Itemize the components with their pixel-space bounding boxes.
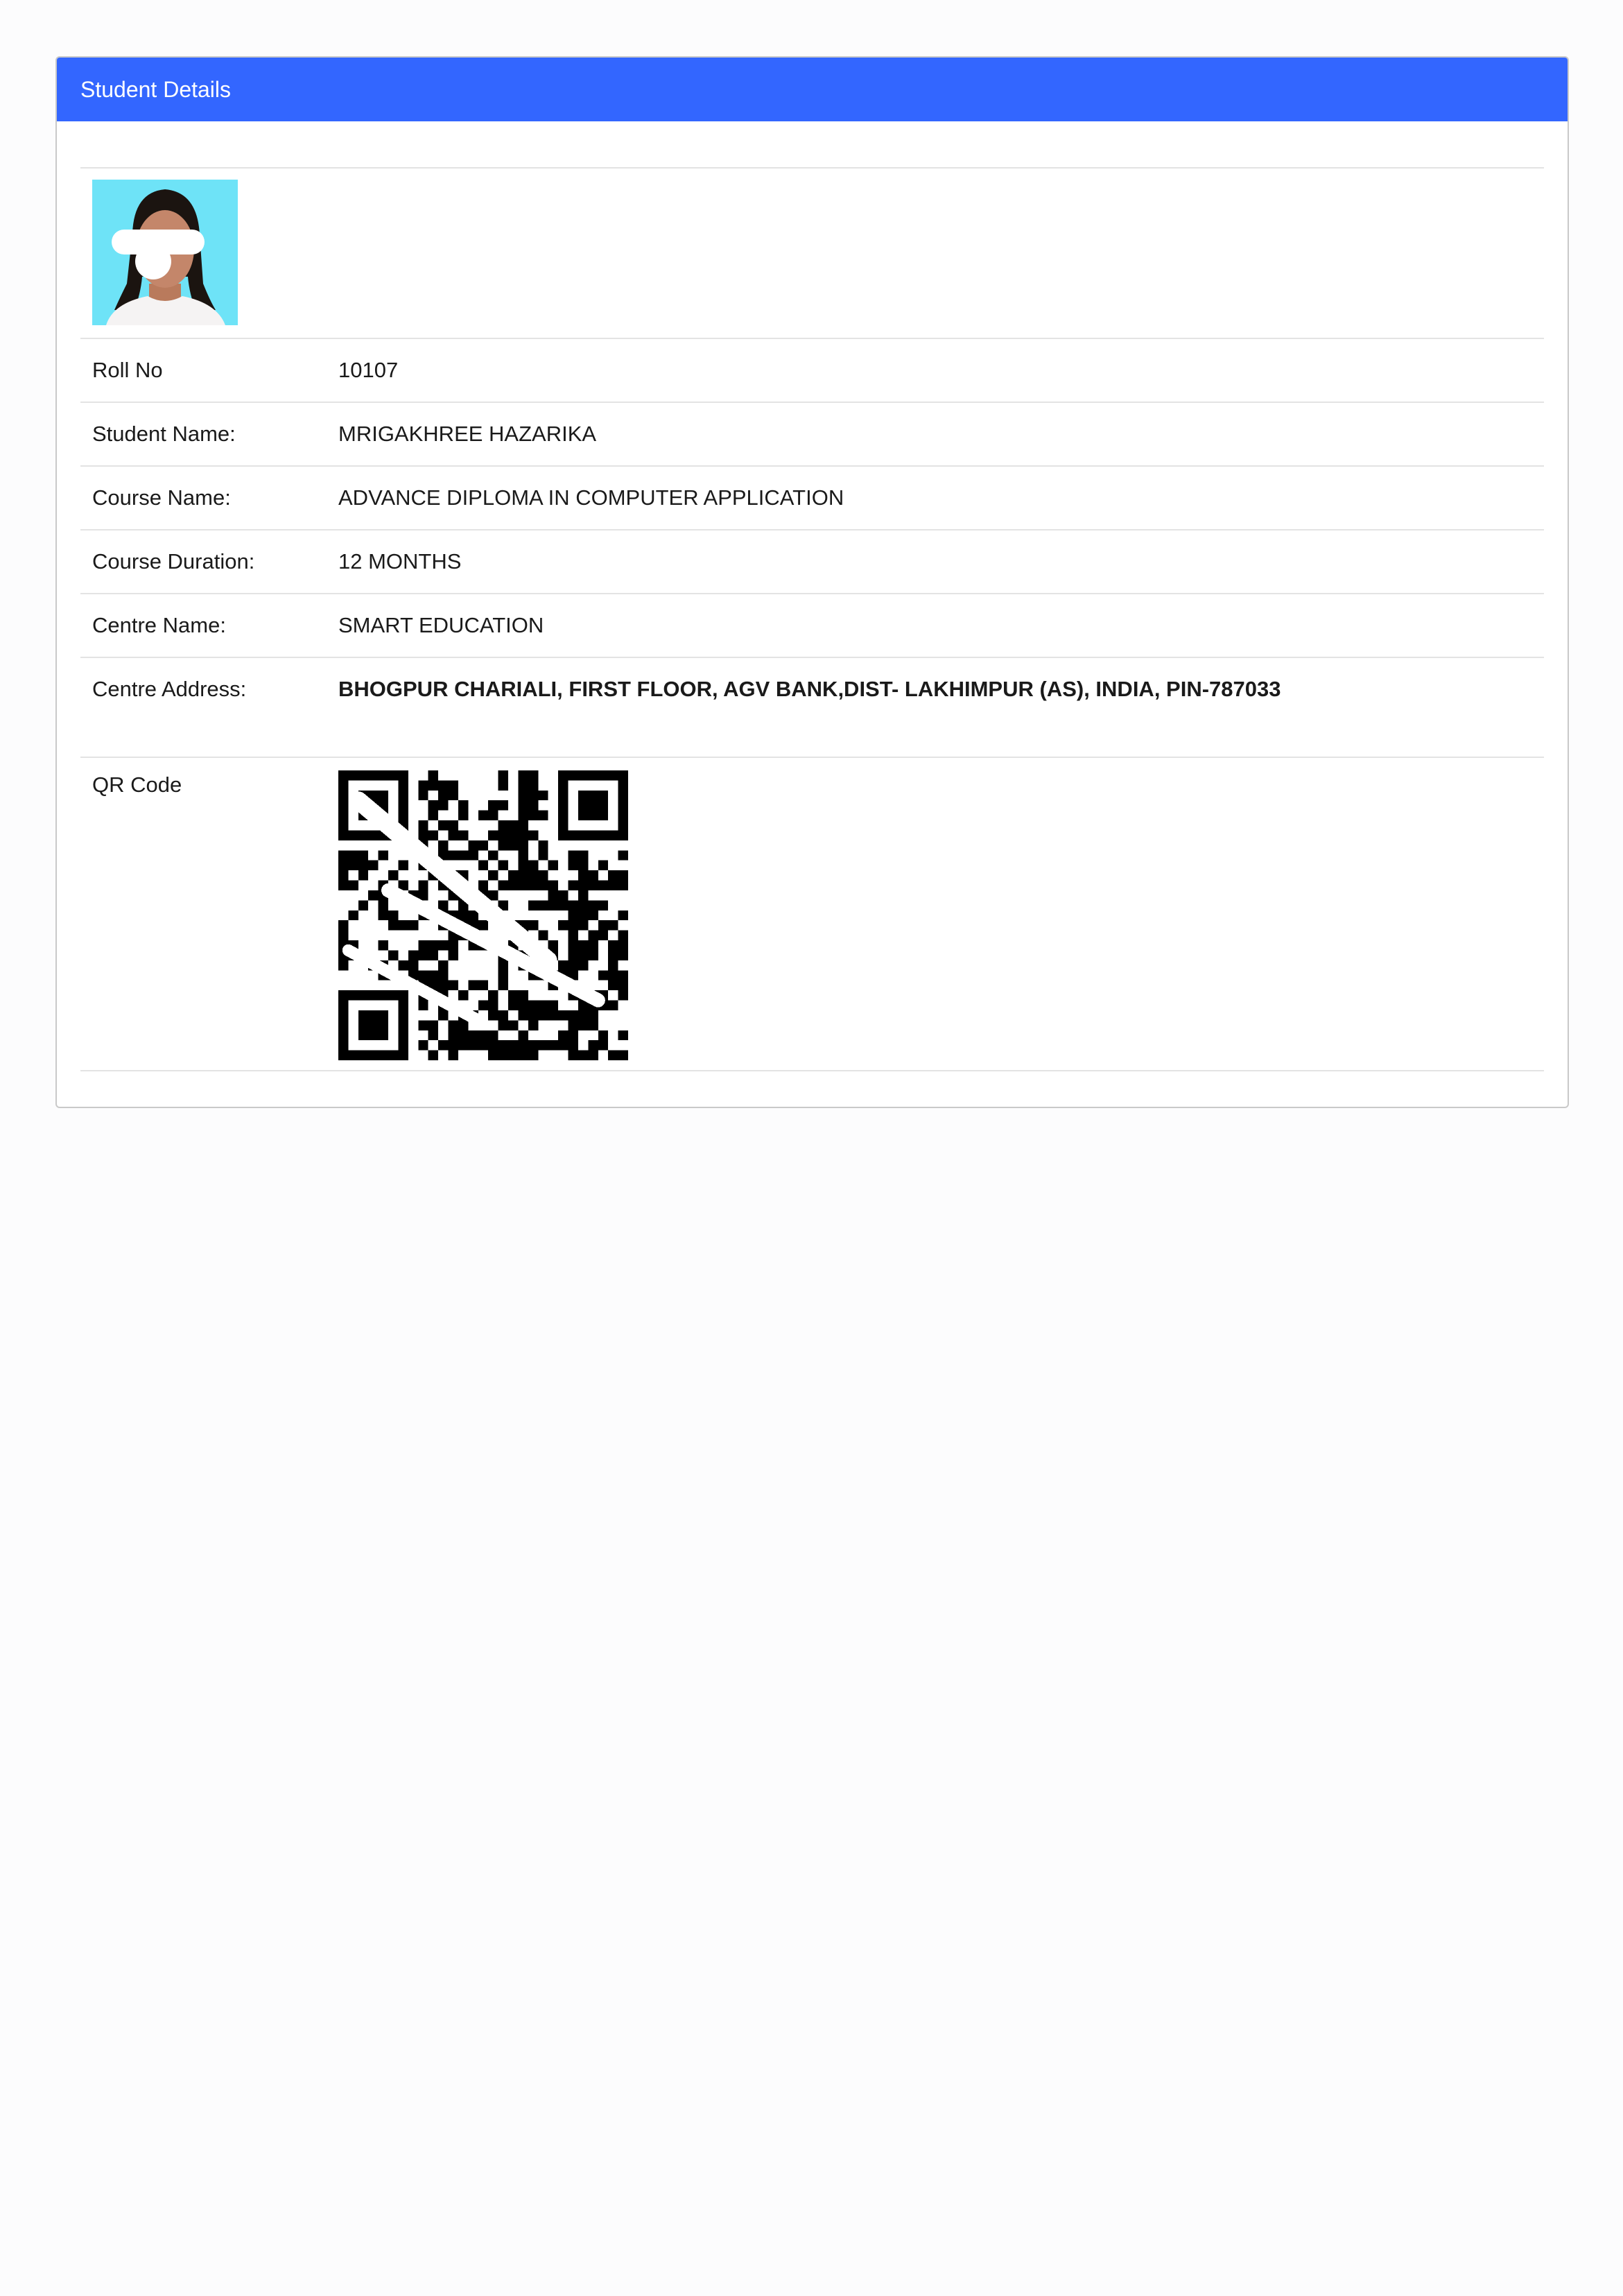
student-name-row bbox=[80, 402, 1544, 466]
course-name-row bbox=[80, 466, 1544, 530]
course-name-value: ADVANCE DIPLOMA IN COMPUTER APPLICATION bbox=[327, 466, 1544, 530]
centre-address-label: Centre Address: bbox=[80, 657, 327, 757]
student-photo bbox=[92, 180, 238, 325]
photo-cell bbox=[80, 168, 1544, 338]
centre-name-row bbox=[80, 594, 1544, 657]
qr-code-cell bbox=[327, 757, 1544, 1071]
card-header bbox=[57, 58, 1568, 121]
details-table bbox=[80, 167, 1544, 1072]
photo-row bbox=[80, 168, 1544, 338]
qr-code-image bbox=[338, 770, 628, 1060]
centre-address-value: BHOGPUR CHARIALI, FIRST FLOOR, AGV BANK,DIST- LAKHIMPUR (AS), INDIA, PIN-787033 bbox=[327, 657, 1544, 757]
centre-address-row bbox=[80, 657, 1544, 757]
centre-name-value: SMART EDUCATION bbox=[327, 594, 1544, 657]
card-title: Student Details bbox=[80, 77, 232, 102]
qr-code-row bbox=[80, 757, 1544, 1071]
student-name-label: Student Name: bbox=[80, 402, 327, 466]
roll-no-label: Roll No bbox=[80, 338, 327, 402]
student-name-value: MRIGAKHREE HAZARIKA bbox=[327, 402, 1544, 466]
qr-code-label: QR Code bbox=[80, 757, 327, 1071]
course-duration-row bbox=[80, 530, 1544, 594]
course-duration-label: Course Duration: bbox=[80, 530, 327, 594]
table-end-row bbox=[80, 1071, 1544, 1072]
course-duration-value: 12 MONTHS bbox=[327, 530, 1544, 594]
card-body bbox=[57, 121, 1568, 1072]
roll-no-value: 10107 bbox=[327, 338, 1544, 402]
course-name-label: Course Name: bbox=[80, 466, 327, 530]
student-details-card bbox=[55, 56, 1569, 1108]
centre-name-label: Centre Name: bbox=[80, 594, 327, 657]
roll-no-row bbox=[80, 338, 1544, 402]
